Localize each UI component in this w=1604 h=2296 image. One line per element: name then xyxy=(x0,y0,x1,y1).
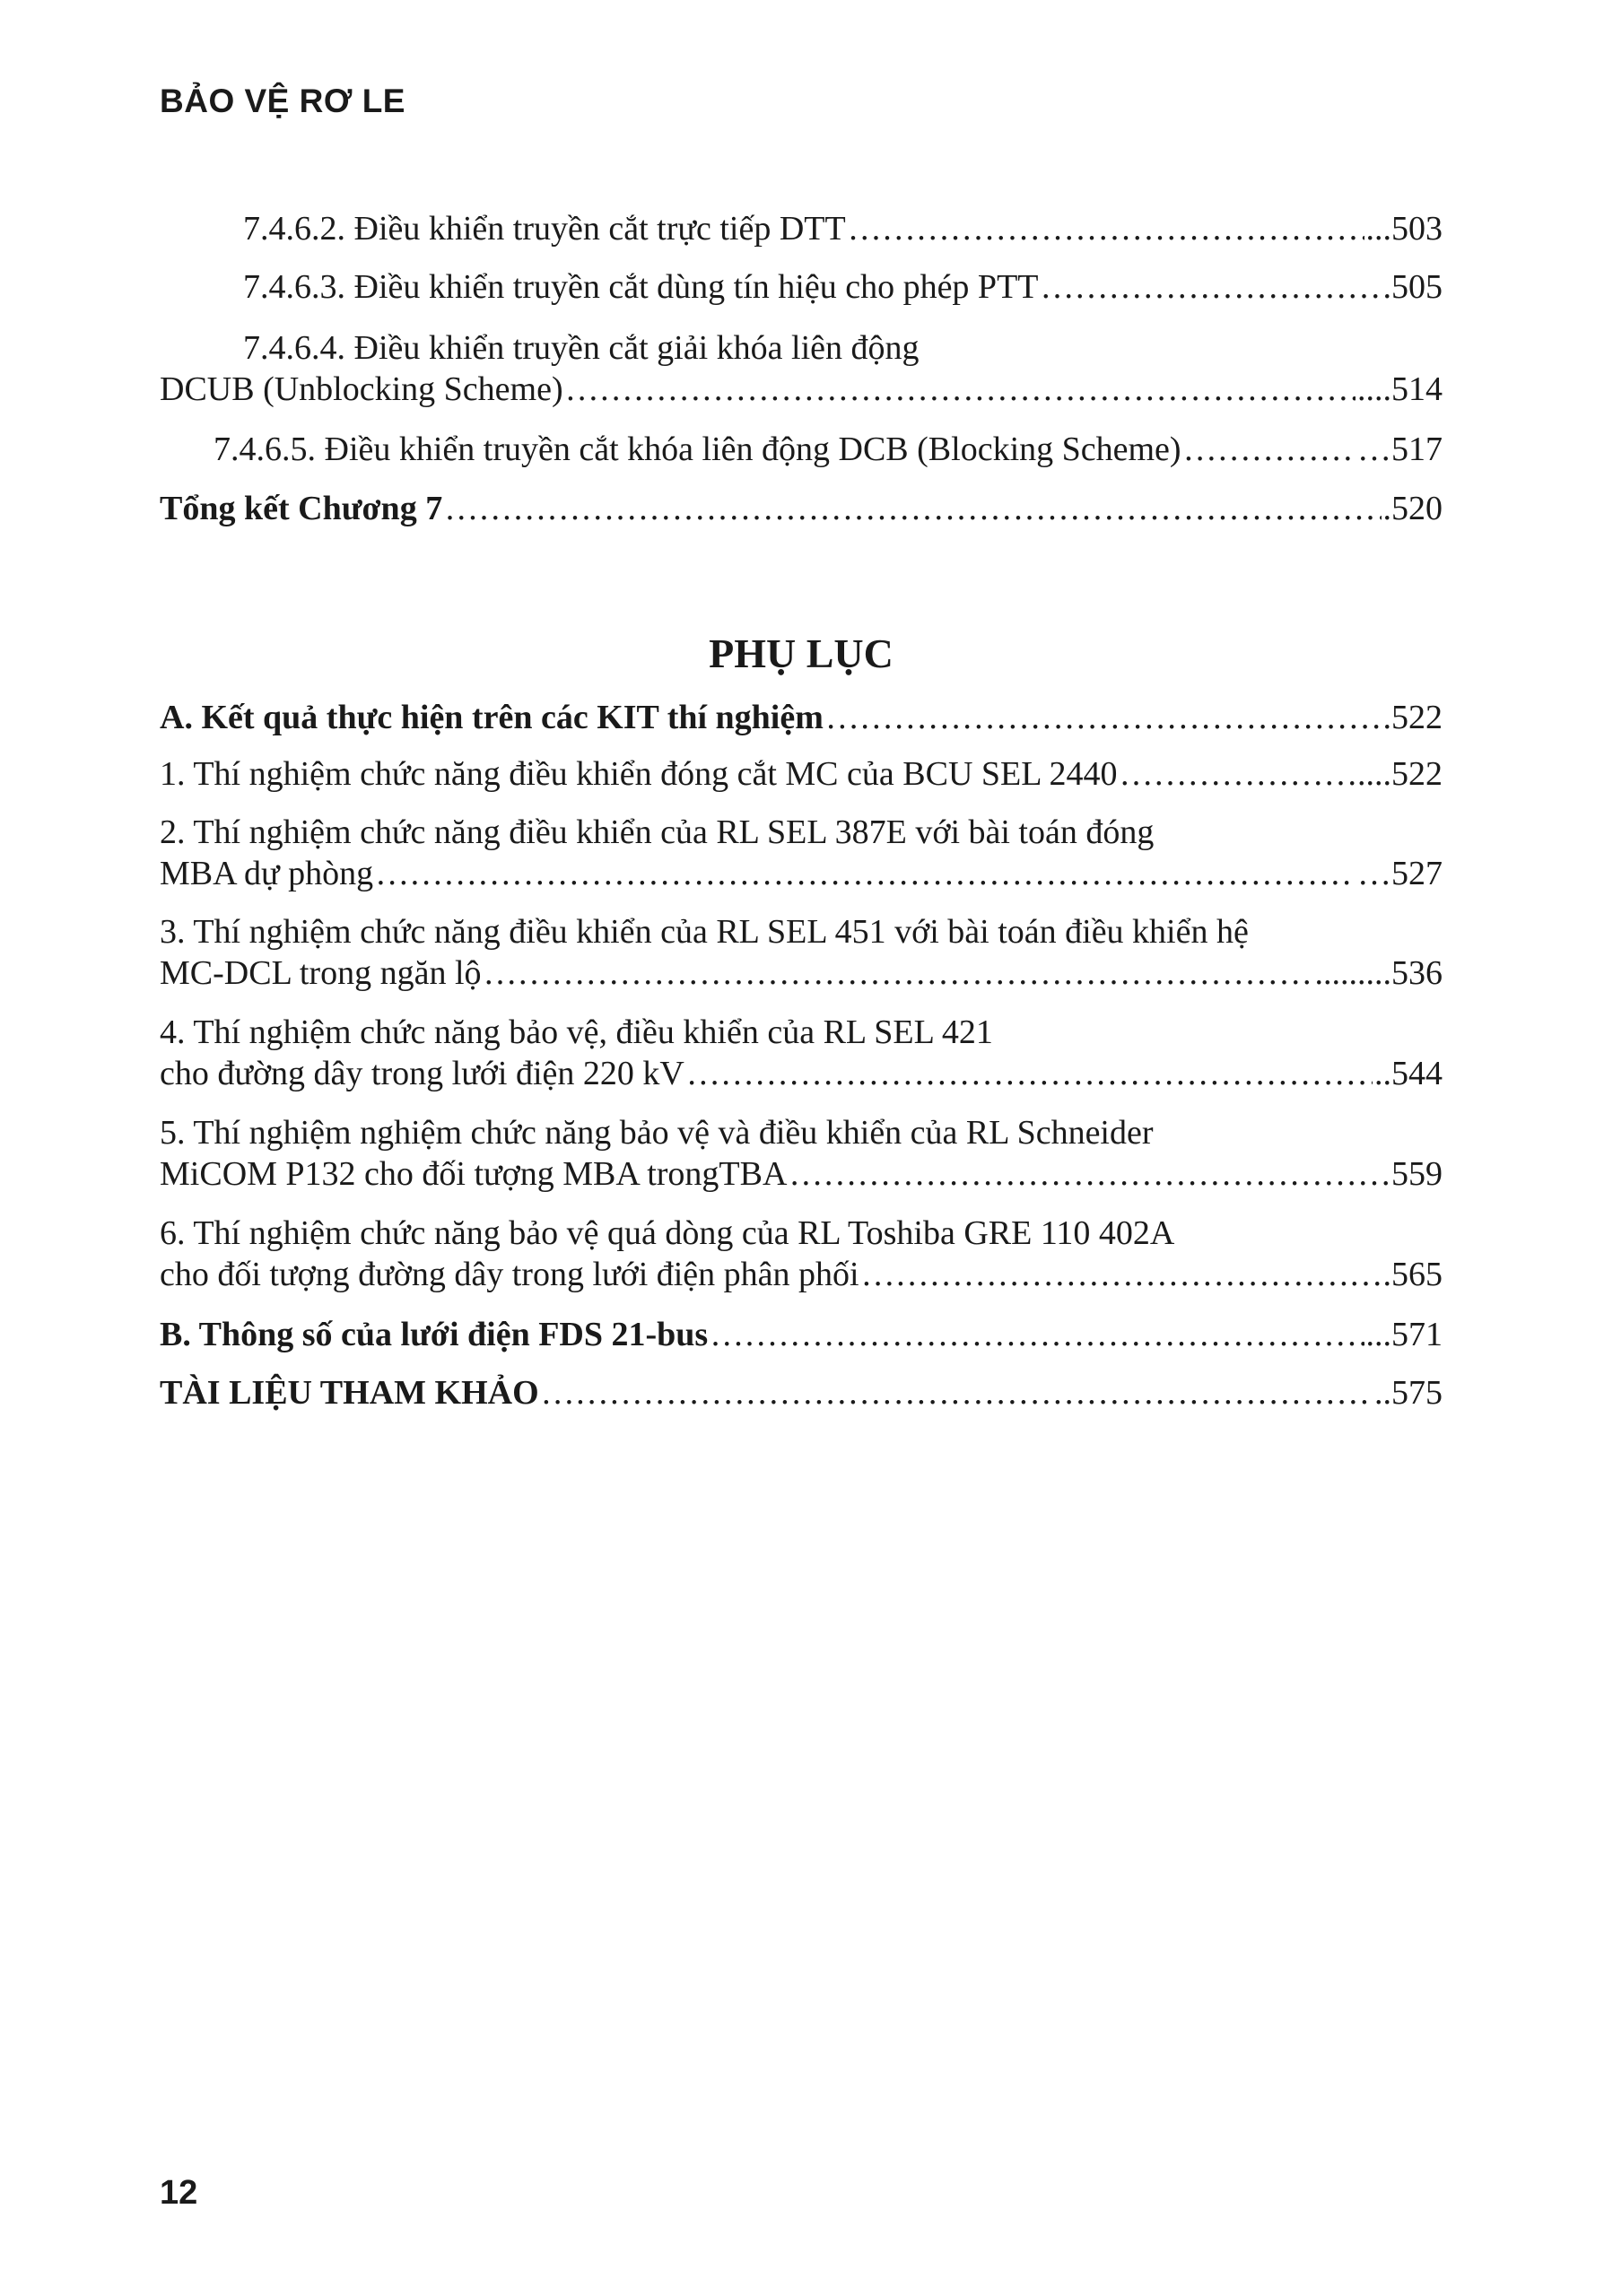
toc-leader-dots xyxy=(861,1254,1347,1295)
toc-page-number: ….565 xyxy=(1348,1256,1443,1293)
toc-leader-dots xyxy=(1041,266,1382,308)
toc-entry xyxy=(160,812,1443,894)
toc-leader-dots xyxy=(848,208,1364,249)
toc-leader-dots xyxy=(1183,429,1356,470)
toc-entry-title: Tổng kết Chương 7 xyxy=(160,490,443,527)
toc-entry-title: cho đối tượng đường dây trong lưới điện phân phối xyxy=(160,1256,859,1293)
toc-entry xyxy=(160,1012,1443,1094)
toc-page-number: …517 xyxy=(1357,430,1443,468)
toc-leader-dots xyxy=(444,488,1381,529)
toc-page-number: .522 xyxy=(1382,699,1443,736)
toc-page-number: …527 xyxy=(1357,855,1443,892)
toc-page-number: ...503 xyxy=(1365,210,1443,248)
toc-leader-dots xyxy=(541,1372,1373,1413)
toc-entry-title: MC-DCL trong ngăn lộ xyxy=(160,954,482,992)
toc-entry xyxy=(160,1314,1443,1355)
toc-entry xyxy=(160,429,1443,470)
toc-entry xyxy=(160,753,1443,795)
toc-page-number: .........536 xyxy=(1314,954,1443,992)
toc-entry-title: 1. Thí nghiệm chức năng điều khiển đóng cắt MC của BCU SEL 2440 xyxy=(160,755,1118,793)
toc-leader-dots xyxy=(825,697,1382,738)
toc-entry xyxy=(160,208,1443,249)
toc-page-number: ...571 xyxy=(1365,1316,1443,1353)
toc-entry xyxy=(160,1112,1443,1195)
toc-leader-dots xyxy=(565,369,1356,410)
toc-page-number: ....514 xyxy=(1357,370,1443,408)
toc-page-number: ..575 xyxy=(1374,1374,1443,1412)
appendix-heading: PHỤ LỤC xyxy=(709,631,894,676)
toc-entry-title: DCUB (Unblocking Scheme) xyxy=(160,370,563,408)
toc-page-number: ..544 xyxy=(1374,1055,1443,1092)
toc-entry xyxy=(160,266,1443,308)
toc-entry-title: cho đường dây trong lưới điện 220 kV xyxy=(160,1055,684,1092)
toc-entry-title: 7.4.6.2. Điều khiển truyền cắt trực tiếp DTT xyxy=(243,210,846,248)
toc-entry xyxy=(160,1213,1443,1295)
toc-entry-title: A. Kết quả thực hiện trên các KIT thí nghiệm xyxy=(160,699,824,736)
toc-leader-dots xyxy=(710,1314,1364,1355)
toc-entry-title-line1: 3. Thí nghiệm chức năng điều khiển của RL SEL 451 với bài toán điều khiển hệ xyxy=(160,913,1249,951)
toc-leader-dots xyxy=(789,1153,1321,1195)
toc-entry xyxy=(160,911,1443,994)
toc-entry-title: MBA dự phòng xyxy=(160,855,374,892)
toc-entry-title: B. Thông số của lưới điện FDS 21-bus xyxy=(160,1316,709,1353)
toc-entry-title: TÀI LIỆU THAM KHẢO xyxy=(160,1374,539,1412)
toc-entry xyxy=(160,697,1443,738)
toc-leader-dots xyxy=(1120,753,1356,795)
toc-leader-dots xyxy=(686,1053,1373,1094)
toc-page-number: ....522 xyxy=(1357,755,1443,793)
running-head: BẢO VỆ RƠ LE xyxy=(160,83,405,119)
toc-entry xyxy=(160,1372,1443,1413)
toc-leader-dots xyxy=(375,853,1356,894)
toc-entry-title: 7.4.6.3. Điều khiển truyền cắt dùng tín hiệu cho phép PTT xyxy=(243,268,1039,306)
toc-leader-dots xyxy=(484,952,1313,994)
page-number: 12 xyxy=(160,2174,198,2212)
toc-entry-title: 7.4.6.5. Điều khiển truyền cắt khóa liên động DCB (Blocking Scheme) xyxy=(214,430,1181,468)
toc-entry-title-line1: 6. Thí nghiệm chức năng bảo vệ quá dòng của RL Toshiba GRE 110 402A xyxy=(160,1214,1175,1252)
toc-entry-title: MiCOM P132 cho đối tượng MBA trongTBA xyxy=(160,1155,788,1193)
toc-entry-title-line1: 4. Thí nghiệm chức năng bảo vệ, điều khiển của RL SEL 421 xyxy=(160,1013,993,1051)
toc-page-number: .505 xyxy=(1382,268,1443,306)
toc-page-number: .520 xyxy=(1382,490,1443,527)
toc-entry-title-line1: 5. Thí nghiệm nghiệm chức năng bảo vệ và điều khiển của RL Schneider xyxy=(160,1114,1154,1152)
toc-entry-title-line1: 2. Thí nghiệm chức năng điều khiển của RL SEL 387E với bài toán đóng xyxy=(160,813,1155,851)
toc-entry xyxy=(160,488,1443,529)
toc-entry xyxy=(160,327,1443,410)
toc-entry-title-line1: 7.4.6.4. Điều khiển truyền cắt giải khóa liên động xyxy=(243,329,920,367)
toc-page-number: ……559 xyxy=(1323,1155,1443,1193)
